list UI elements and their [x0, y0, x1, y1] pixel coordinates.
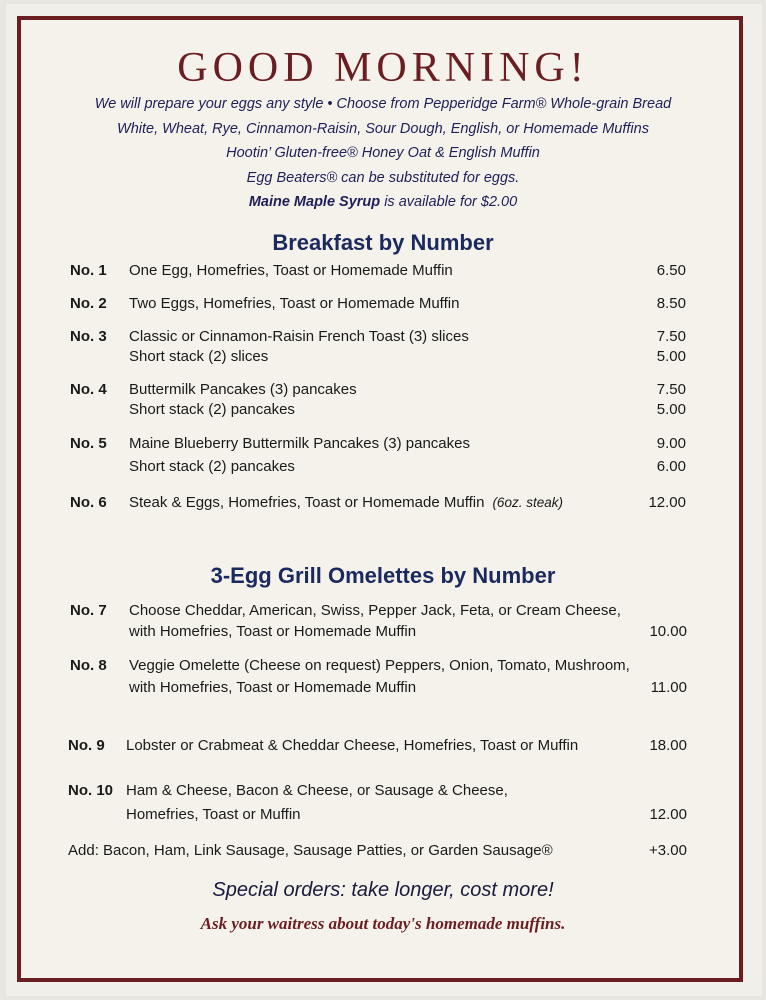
menu-item — [0, 782, 766, 804]
item-number: No. 6 — [70, 494, 107, 511]
item-price: 12.00 — [648, 494, 686, 511]
item-note: (6oz. steak) — [492, 495, 563, 510]
menu-item — [0, 262, 766, 284]
item-number: No. 1 — [70, 262, 107, 279]
omelettes-section-title: 3-Egg Grill Omelettes by Number — [210, 563, 556, 588]
add-ons-text: Add: Bacon, Ham, Link Sausage, Sausage Patties, or Garden Sausage® — [68, 842, 553, 859]
item-number: No. 10 — [68, 782, 114, 799]
item-price: 12.00 — [649, 806, 687, 823]
menu-item — [0, 657, 766, 679]
syrup-price-text: is available for $2.00 — [384, 194, 518, 210]
menu-item — [0, 295, 766, 317]
item-number: No. 8 — [70, 657, 107, 674]
item-price: 11.00 — [650, 679, 687, 696]
item-description-line2: Homefries, Toast or Muffin — [126, 806, 301, 823]
item-description-line2: with Homefries, Toast or Homemade Muffin — [129, 679, 417, 696]
item-price: 9.00 — [656, 435, 686, 452]
menu-item-substack — [0, 401, 766, 423]
item-description: Choose Cheddar, American, Swiss, Pepper Jack, Feta, or Cream Cheese, — [129, 602, 621, 619]
intro-line-5 — [20, 190, 746, 215]
item-number: No. 9 — [68, 737, 105, 754]
menu-title: GOOD MORNING! — [177, 45, 589, 91]
menu-item-continued — [0, 679, 766, 701]
menu-item — [0, 602, 766, 624]
item-sub-price: 6.00 — [656, 458, 686, 475]
item-price: 8.50 — [656, 295, 686, 312]
item-description-wrap — [129, 494, 563, 511]
item-price: 7.50 — [656, 328, 686, 345]
item-sub-description: Short stack (2) slices — [129, 348, 269, 365]
item-description: One Egg, Homefries, Toast or Homemade Muffin — [129, 262, 453, 279]
item-sub-description: Short stack (2) pancakes — [129, 458, 295, 475]
muffins-note: Ask your waitress about today's homemade muffins. — [200, 914, 566, 933]
item-price: 10.00 — [649, 623, 687, 640]
menu-item — [0, 435, 766, 457]
item-number: No. 5 — [70, 435, 107, 452]
menu-item-continued — [0, 623, 766, 645]
intro-line-3: Hootin’ Gluten-free® Honey Oat & English Muffin — [226, 145, 540, 161]
add-ons-row — [0, 842, 766, 864]
item-description: Maine Blueberry Buttermilk Pancakes (3) pancakes — [129, 435, 470, 452]
intro-line-4: Egg Beaters® can be substituted for eggs. — [246, 169, 520, 186]
item-description: Two Eggs, Homefries, Toast or Homemade Muffin — [129, 295, 460, 312]
item-price: 7.50 — [656, 381, 686, 398]
item-number: No. 4 — [70, 381, 107, 398]
item-number: No. 3 — [70, 328, 107, 345]
item-sub-description: Short stack (2) pancakes — [129, 401, 295, 418]
special-orders-note: Special orders: take longer, cost more! — [212, 879, 554, 901]
menu-item — [0, 737, 766, 759]
item-description: Ham & Cheese, Bacon & Cheese, or Sausage & Cheese, — [126, 782, 508, 799]
menu-item-continued — [0, 806, 766, 828]
item-description: Buttermilk Pancakes (3) pancakes — [129, 381, 357, 398]
menu-item-substack — [0, 458, 766, 480]
item-description: Veggie Omelette (Cheese on request) Peppers, Onion, Tomato, Mushroom, — [129, 657, 630, 674]
item-price: 6.50 — [656, 262, 686, 279]
item-price: 18.00 — [649, 737, 687, 754]
item-description: Lobster or Crabmeat & Cheddar Cheese, Homefries, Toast or Muffin — [126, 737, 579, 754]
item-description: Classic or Cinnamon-Raisin French Toast (3) slices — [129, 328, 469, 345]
breakfast-section-title: Breakfast by Number — [272, 230, 494, 255]
menu-item — [0, 381, 766, 403]
item-sub-price: 5.00 — [656, 401, 686, 418]
item-description: Steak & Eggs, Homefries, Toast or Homemade Muffin — [129, 494, 485, 511]
item-number: No. 7 — [70, 602, 107, 619]
menu-item — [0, 328, 766, 350]
menu-item-substack — [0, 348, 766, 370]
item-number: No. 2 — [70, 295, 107, 312]
intro-line-2: White, Wheat, Rye, Cinnamon-Raisin, Sour Dough, English, or Homemade Muffins — [117, 120, 649, 137]
add-ons-price: +3.00 — [649, 842, 687, 859]
syrup-label: Maine Maple Syrup — [248, 194, 381, 210]
item-description-line2: with Homefries, Toast or Homemade Muffin — [129, 623, 417, 640]
intro-line-1: We will prepare your eggs any style • Choose from Pepperidge Farm® Whole-grain Bread — [94, 96, 672, 112]
intro-text — [20, 92, 746, 215]
menu-item — [0, 494, 766, 516]
item-sub-price: 5.00 — [656, 348, 686, 365]
